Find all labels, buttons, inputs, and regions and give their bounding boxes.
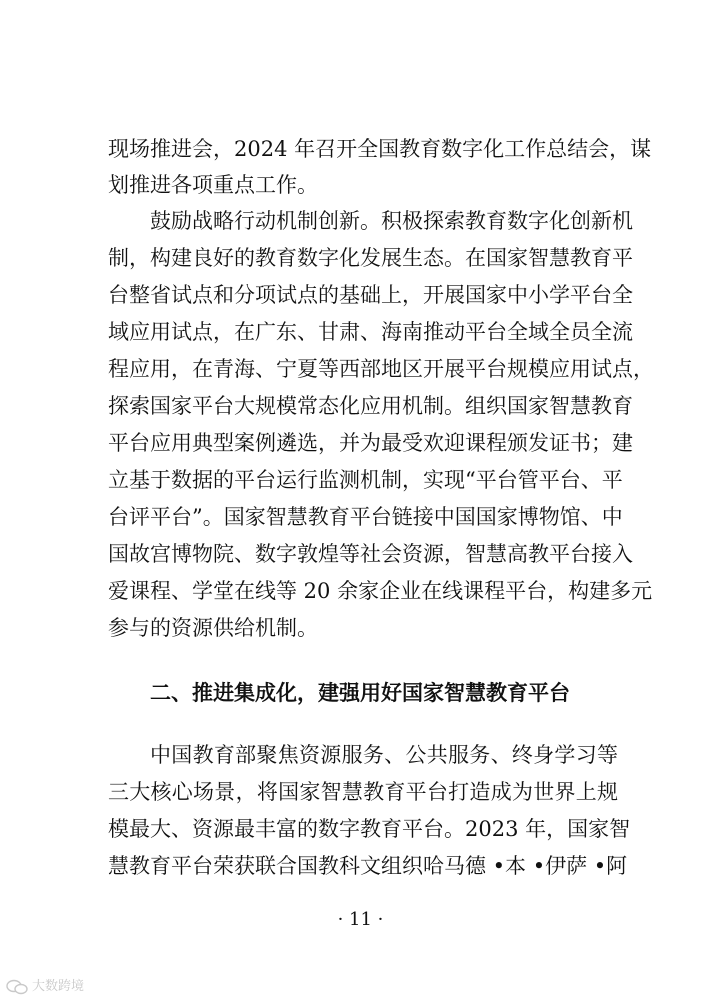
paragraph-line: 平台应用典型案例遴选，并为最受欢迎课程颁发证书；建 (108, 431, 633, 455)
paragraph-line: 参与的资源供给机制。 (108, 616, 318, 640)
paragraph-line: 模最大、资源最丰富的数字教育平台。2023 年，国家智 (108, 817, 631, 841)
watermark-text: 大数跨境 (32, 979, 85, 994)
paragraph-line: 中国教育部聚焦资源服务、公共服务、终身学习等 (150, 743, 618, 767)
section-heading: 二、推进集成化，建强用好国家智慧教育平台 (150, 681, 570, 705)
page-number: · 11 · (337, 909, 384, 930)
paragraph-line: 三大核心场景，将国家智慧教育平台打造成为世界上规 (108, 780, 618, 804)
paragraph-line: 慧教育平台荣获联合国教科文组织哈马德 •本 •伊萨 •阿 (108, 854, 628, 878)
wechat-logo-icon (6, 979, 28, 995)
paragraph-line: 鼓励战略行动机制创新。积极探索教育数字化创新机 (150, 209, 633, 233)
paragraph-line: 立基于数据的平台运行监测机制，实现“平台管平台、平 (108, 468, 623, 492)
paragraph-line: 划推进各项重点工作。 (108, 173, 318, 197)
paragraph-line: 台评平台”。国家智慧教育平台链接中国国家博物馆、中 (108, 505, 623, 529)
paragraph-line: 国故宫博物院、数字敦煌等社会资源，智慧高教平台接入 (108, 542, 633, 566)
paragraph-line: 爱课程、学堂在线等 20 余家企业在线课程平台，构建多元 (108, 579, 653, 603)
paragraph-line: 域应用试点，在广东、甘肃、海南推动平台全域全员全流 (108, 320, 633, 344)
paragraph-line: 制，构建良好的教育数字化发展生态。在国家智慧教育平 (108, 246, 633, 270)
paragraph-line: 台整省试点和分项试点的基础上，开展国家中小学平台全 (108, 283, 633, 307)
paragraph-line: 探索国家平台大规模常态化应用机制。组织国家智慧教育 (108, 394, 633, 418)
paragraph-line: 现场推进会，2024 年召开全国教育数字化工作总结会，谋 (108, 137, 652, 161)
paragraph-line: 程应用，在青海、宁夏等西部地区开展平台规模应用试点， (108, 357, 654, 381)
watermark (6, 978, 84, 996)
